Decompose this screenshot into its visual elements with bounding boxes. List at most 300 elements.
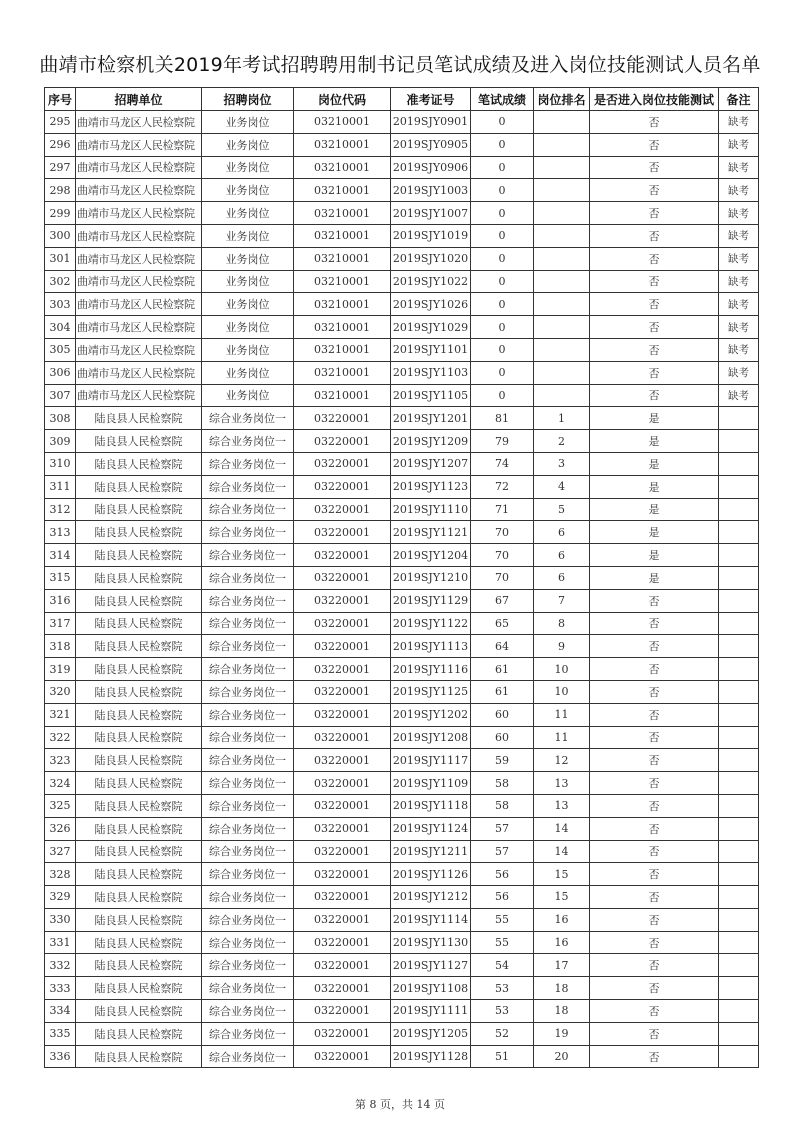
cell-post: 综合业务岗位一 — [202, 977, 294, 1000]
cell-post-code: 03210001 — [294, 202, 391, 225]
cell-score: 53 — [471, 1000, 534, 1023]
table-row — [45, 1022, 759, 1045]
cell-exam-id: 2019SJY1129 — [391, 589, 471, 612]
table-row — [45, 863, 759, 886]
header-score: 笔试成绩 — [471, 88, 534, 111]
cell-seq: 318 — [45, 635, 76, 658]
cell-post-code: 03220001 — [294, 1000, 391, 1023]
cell-score: 81 — [471, 407, 534, 430]
cell-post-code: 03220001 — [294, 680, 391, 703]
cell-seq: 298 — [45, 179, 76, 202]
cell-seq: 336 — [45, 1045, 76, 1068]
cell-post: 综合业务岗位一 — [202, 908, 294, 931]
cell-seq: 311 — [45, 475, 76, 498]
cell-score: 64 — [471, 635, 534, 658]
cell-qualified: 是 — [590, 407, 719, 430]
cell-exam-id: 2019SJY1114 — [391, 908, 471, 931]
cell-score: 65 — [471, 612, 534, 635]
cell-unit: 曲靖市马龙区人民检察院 — [76, 338, 202, 361]
cell-post-code: 03220001 — [294, 977, 391, 1000]
cell-rank: 13 — [534, 772, 590, 795]
cell-post: 综合业务岗位一 — [202, 566, 294, 589]
cell-score: 0 — [471, 293, 534, 316]
cell-post-code: 03220001 — [294, 840, 391, 863]
cell-post-code: 03210001 — [294, 247, 391, 270]
cell-post: 综合业务岗位一 — [202, 863, 294, 886]
cell-post-code: 03220001 — [294, 521, 391, 544]
cell-post: 综合业务岗位一 — [202, 1000, 294, 1023]
cell-unit: 曲靖市马龙区人民检察院 — [76, 179, 202, 202]
cell-rank: 14 — [534, 840, 590, 863]
table-row — [45, 794, 759, 817]
cell-seq: 317 — [45, 612, 76, 635]
cell-seq: 326 — [45, 817, 76, 840]
cell-unit: 陆良县人民检察院 — [76, 1000, 202, 1023]
cell-post: 业务岗位 — [202, 133, 294, 156]
cell-exam-id: 2019SJY0901 — [391, 111, 471, 134]
cell-unit: 陆良县人民检察院 — [76, 430, 202, 453]
table-row — [45, 954, 759, 977]
cell-post: 综合业务岗位一 — [202, 817, 294, 840]
cell-post: 综合业务岗位一 — [202, 407, 294, 430]
cell-post: 综合业务岗位一 — [202, 498, 294, 521]
cell-score: 0 — [471, 179, 534, 202]
cell-unit: 曲靖市马龙区人民检察院 — [76, 133, 202, 156]
cell-note — [719, 749, 759, 772]
cell-post: 业务岗位 — [202, 179, 294, 202]
cell-note — [719, 544, 759, 567]
cell-qualified: 是 — [590, 544, 719, 567]
cell-rank: 11 — [534, 726, 590, 749]
cell-exam-id: 2019SJY1210 — [391, 566, 471, 589]
cell-qualified: 否 — [590, 156, 719, 179]
cell-exam-id: 2019SJY1105 — [391, 384, 471, 407]
table-row — [45, 521, 759, 544]
cell-unit: 曲靖市马龙区人民检察院 — [76, 156, 202, 179]
cell-qualified: 否 — [590, 612, 719, 635]
cell-exam-id: 2019SJY1127 — [391, 954, 471, 977]
cell-seq: 332 — [45, 954, 76, 977]
cell-score: 71 — [471, 498, 534, 521]
cell-score: 70 — [471, 566, 534, 589]
cell-unit: 陆良县人民检察院 — [76, 635, 202, 658]
cell-qualified: 否 — [590, 111, 719, 134]
cell-note: 缺考 — [719, 293, 759, 316]
cell-post-code: 03220001 — [294, 703, 391, 726]
cell-post: 业务岗位 — [202, 111, 294, 134]
header-rank: 岗位排名 — [534, 88, 590, 111]
cell-exam-id: 2019SJY1209 — [391, 430, 471, 453]
cell-seq: 315 — [45, 566, 76, 589]
cell-post-code: 03210001 — [294, 384, 391, 407]
cell-exam-id: 2019SJY1113 — [391, 635, 471, 658]
cell-post-code: 03220001 — [294, 886, 391, 909]
cell-unit: 陆良县人民检察院 — [76, 772, 202, 795]
cell-unit: 陆良县人民检察院 — [76, 544, 202, 567]
cell-score: 0 — [471, 338, 534, 361]
cell-note: 缺考 — [719, 316, 759, 339]
cell-unit: 曲靖市马龙区人民检察院 — [76, 293, 202, 316]
cell-note — [719, 977, 759, 1000]
cell-post-code: 03210001 — [294, 316, 391, 339]
cell-post: 综合业务岗位一 — [202, 452, 294, 475]
cell-score: 51 — [471, 1045, 534, 1068]
cell-exam-id: 2019SJY1118 — [391, 794, 471, 817]
table-row — [45, 316, 759, 339]
table-row — [45, 338, 759, 361]
cell-post-code: 03220001 — [294, 544, 391, 567]
cell-unit: 陆良县人民检察院 — [76, 1045, 202, 1068]
cell-exam-id: 2019SJY1126 — [391, 863, 471, 886]
cell-post: 业务岗位 — [202, 156, 294, 179]
cell-post: 业务岗位 — [202, 384, 294, 407]
cell-post: 业务岗位 — [202, 361, 294, 384]
cell-post-code: 03220001 — [294, 1022, 391, 1045]
cell-unit: 陆良县人民检察院 — [76, 680, 202, 703]
page-footer: 第 8 页，共 14 页 — [355, 1098, 445, 1111]
cell-rank: 4 — [534, 475, 590, 498]
cell-seq: 333 — [45, 977, 76, 1000]
cell-note — [719, 954, 759, 977]
cell-rank — [534, 361, 590, 384]
cell-rank — [534, 247, 590, 270]
cell-exam-id: 2019SJY1117 — [391, 749, 471, 772]
cell-post: 业务岗位 — [202, 224, 294, 247]
cell-rank — [534, 224, 590, 247]
table-row — [45, 840, 759, 863]
results-table — [44, 87, 759, 1068]
cell-note: 缺考 — [719, 202, 759, 225]
cell-note: 缺考 — [719, 179, 759, 202]
cell-unit: 陆良县人民检察院 — [76, 977, 202, 1000]
header-seq: 序号 — [45, 88, 76, 111]
cell-score: 0 — [471, 361, 534, 384]
cell-post-code: 03210001 — [294, 156, 391, 179]
cell-qualified: 否 — [590, 726, 719, 749]
cell-score: 0 — [471, 202, 534, 225]
cell-rank: 6 — [534, 566, 590, 589]
cell-exam-id: 2019SJY1109 — [391, 772, 471, 795]
cell-post: 综合业务岗位一 — [202, 658, 294, 681]
cell-score: 0 — [471, 224, 534, 247]
cell-post: 业务岗位 — [202, 270, 294, 293]
cell-post-code: 03220001 — [294, 794, 391, 817]
cell-score: 57 — [471, 840, 534, 863]
cell-unit: 陆良县人民检察院 — [76, 703, 202, 726]
table-row — [45, 384, 759, 407]
cell-post: 综合业务岗位一 — [202, 1045, 294, 1068]
table-row — [45, 179, 759, 202]
table-row — [45, 111, 759, 134]
cell-post-code: 03210001 — [294, 338, 391, 361]
cell-seq: 328 — [45, 863, 76, 886]
cell-note — [719, 908, 759, 931]
cell-qualified: 否 — [590, 658, 719, 681]
cell-seq: 327 — [45, 840, 76, 863]
cell-unit: 陆良县人民检察院 — [76, 475, 202, 498]
cell-rank — [534, 338, 590, 361]
cell-post-code: 03210001 — [294, 270, 391, 293]
cell-post: 综合业务岗位一 — [202, 635, 294, 658]
cell-score: 55 — [471, 931, 534, 954]
cell-seq: 308 — [45, 407, 76, 430]
cell-seq: 297 — [45, 156, 76, 179]
cell-qualified: 否 — [590, 954, 719, 977]
cell-post-code: 03220001 — [294, 498, 391, 521]
cell-rank: 12 — [534, 749, 590, 772]
cell-score: 60 — [471, 703, 534, 726]
cell-seq: 323 — [45, 749, 76, 772]
cell-qualified: 否 — [590, 316, 719, 339]
cell-post: 综合业务岗位一 — [202, 430, 294, 453]
cell-exam-id: 2019SJY1122 — [391, 612, 471, 635]
cell-qualified: 否 — [590, 1000, 719, 1023]
cell-unit: 曲靖市马龙区人民检察院 — [76, 224, 202, 247]
cell-score: 72 — [471, 475, 534, 498]
table-row — [45, 202, 759, 225]
table-row — [45, 977, 759, 1000]
cell-exam-id: 2019SJY1026 — [391, 293, 471, 316]
cell-seq: 321 — [45, 703, 76, 726]
cell-exam-id: 2019SJY0905 — [391, 133, 471, 156]
cell-unit: 曲靖市马龙区人民检察院 — [76, 316, 202, 339]
cell-unit: 曲靖市马龙区人民检察院 — [76, 111, 202, 134]
cell-exam-id: 2019SJY1202 — [391, 703, 471, 726]
cell-unit: 陆良县人民检察院 — [76, 452, 202, 475]
cell-note: 缺考 — [719, 361, 759, 384]
cell-seq: 305 — [45, 338, 76, 361]
cell-seq: 325 — [45, 794, 76, 817]
cell-post-code: 03220001 — [294, 931, 391, 954]
cell-score: 70 — [471, 521, 534, 544]
header-post-code: 岗位代码 — [294, 88, 391, 111]
cell-seq: 309 — [45, 430, 76, 453]
cell-rank: 15 — [534, 886, 590, 909]
table-row — [45, 224, 759, 247]
cell-rank — [534, 133, 590, 156]
cell-note — [719, 931, 759, 954]
cell-rank — [534, 202, 590, 225]
cell-exam-id: 2019SJY1124 — [391, 817, 471, 840]
cell-seq: 310 — [45, 452, 76, 475]
cell-post-code: 03210001 — [294, 293, 391, 316]
cell-qualified: 否 — [590, 680, 719, 703]
cell-seq: 314 — [45, 544, 76, 567]
cell-post-code: 03210001 — [294, 224, 391, 247]
cell-exam-id: 2019SJY1003 — [391, 179, 471, 202]
cell-exam-id: 2019SJY1111 — [391, 1000, 471, 1023]
cell-post: 综合业务岗位一 — [202, 521, 294, 544]
cell-score: 0 — [471, 316, 534, 339]
cell-post-code: 03220001 — [294, 430, 391, 453]
cell-qualified: 是 — [590, 475, 719, 498]
cell-unit: 陆良县人民检察院 — [76, 1022, 202, 1045]
cell-exam-id: 2019SJY1201 — [391, 407, 471, 430]
cell-unit: 陆良县人民检察院 — [76, 863, 202, 886]
cell-post-code: 03220001 — [294, 772, 391, 795]
table-row — [45, 680, 759, 703]
cell-exam-id: 2019SJY1121 — [391, 521, 471, 544]
cell-note — [719, 886, 759, 909]
cell-unit: 陆良县人民检察院 — [76, 817, 202, 840]
cell-note — [719, 1022, 759, 1045]
cell-seq: 320 — [45, 680, 76, 703]
cell-post: 综合业务岗位一 — [202, 931, 294, 954]
header-qualified: 是否进入岗位技能测试 — [590, 88, 719, 111]
cell-score: 55 — [471, 908, 534, 931]
cell-exam-id: 2019SJY1101 — [391, 338, 471, 361]
cell-qualified: 否 — [590, 202, 719, 225]
cell-score: 0 — [471, 111, 534, 134]
cell-score: 67 — [471, 589, 534, 612]
cell-seq: 304 — [45, 316, 76, 339]
header-post: 招聘岗位 — [202, 88, 294, 111]
cell-post: 综合业务岗位一 — [202, 794, 294, 817]
cell-qualified: 否 — [590, 224, 719, 247]
cell-note — [719, 430, 759, 453]
cell-unit: 曲靖市马龙区人民检察院 — [76, 247, 202, 270]
cell-post-code: 03220001 — [294, 566, 391, 589]
cell-post: 综合业务岗位一 — [202, 840, 294, 863]
cell-rank — [534, 316, 590, 339]
cell-exam-id: 2019SJY1212 — [391, 886, 471, 909]
table-body — [45, 111, 759, 1068]
cell-post: 业务岗位 — [202, 338, 294, 361]
cell-exam-id: 2019SJY1130 — [391, 931, 471, 954]
cell-note — [719, 475, 759, 498]
cell-post-code: 03220001 — [294, 407, 391, 430]
cell-rank — [534, 156, 590, 179]
cell-qualified: 是 — [590, 452, 719, 475]
cell-unit: 陆良县人民检察院 — [76, 726, 202, 749]
cell-note — [719, 726, 759, 749]
cell-exam-id: 2019SJY1204 — [391, 544, 471, 567]
cell-rank: 10 — [534, 680, 590, 703]
cell-qualified: 否 — [590, 1045, 719, 1068]
cell-unit: 陆良县人民检察院 — [76, 566, 202, 589]
cell-note: 缺考 — [719, 270, 759, 293]
cell-rank: 16 — [534, 908, 590, 931]
cell-note — [719, 703, 759, 726]
cell-exam-id: 2019SJY1211 — [391, 840, 471, 863]
cell-rank — [534, 270, 590, 293]
cell-qualified: 是 — [590, 566, 719, 589]
cell-unit: 陆良县人民检察院 — [76, 954, 202, 977]
cell-note — [719, 1000, 759, 1023]
cell-unit: 陆良县人民检察院 — [76, 931, 202, 954]
cell-post-code: 03220001 — [294, 658, 391, 681]
cell-qualified: 否 — [590, 931, 719, 954]
cell-qualified: 否 — [590, 908, 719, 931]
cell-score: 74 — [471, 452, 534, 475]
cell-note — [719, 452, 759, 475]
cell-score: 61 — [471, 658, 534, 681]
cell-post-code: 03220001 — [294, 863, 391, 886]
table-row — [45, 407, 759, 430]
cell-note — [719, 407, 759, 430]
cell-note — [719, 658, 759, 681]
cell-seq: 322 — [45, 726, 76, 749]
cell-seq: 295 — [45, 111, 76, 134]
cell-score: 0 — [471, 247, 534, 270]
cell-qualified: 否 — [590, 794, 719, 817]
cell-unit: 曲靖市马龙区人民检察院 — [76, 384, 202, 407]
cell-rank: 10 — [534, 658, 590, 681]
cell-qualified: 否 — [590, 863, 719, 886]
cell-note: 缺考 — [719, 338, 759, 361]
cell-qualified: 否 — [590, 179, 719, 202]
cell-qualified: 否 — [590, 840, 719, 863]
cell-score: 58 — [471, 772, 534, 795]
cell-seq: 306 — [45, 361, 76, 384]
cell-note — [719, 635, 759, 658]
cell-rank — [534, 179, 590, 202]
table-row — [45, 1000, 759, 1023]
cell-exam-id: 2019SJY1125 — [391, 680, 471, 703]
cell-rank: 6 — [534, 544, 590, 567]
cell-post-code: 03220001 — [294, 589, 391, 612]
cell-post-code: 03220001 — [294, 726, 391, 749]
table-row — [45, 475, 759, 498]
cell-exam-id: 2019SJY1205 — [391, 1022, 471, 1045]
header-exam-id: 准考证号 — [391, 88, 471, 111]
cell-exam-id: 2019SJY1022 — [391, 270, 471, 293]
cell-rank: 14 — [534, 817, 590, 840]
cell-post: 综合业务岗位一 — [202, 772, 294, 795]
cell-exam-id: 2019SJY1208 — [391, 726, 471, 749]
cell-post-code: 03220001 — [294, 635, 391, 658]
cell-post-code: 03220001 — [294, 475, 391, 498]
cell-unit: 陆良县人民检察院 — [76, 658, 202, 681]
cell-score: 54 — [471, 954, 534, 977]
cell-rank: 13 — [534, 794, 590, 817]
cell-qualified: 否 — [590, 817, 719, 840]
cell-seq: 331 — [45, 931, 76, 954]
table-row — [45, 886, 759, 909]
cell-note: 缺考 — [719, 111, 759, 134]
cell-note — [719, 612, 759, 635]
cell-score: 58 — [471, 794, 534, 817]
cell-seq: 334 — [45, 1000, 76, 1023]
cell-qualified: 否 — [590, 589, 719, 612]
cell-exam-id: 2019SJY1207 — [391, 452, 471, 475]
table-row — [45, 270, 759, 293]
table-row — [45, 361, 759, 384]
cell-score: 53 — [471, 977, 534, 1000]
cell-rank: 20 — [534, 1045, 590, 1068]
cell-exam-id: 2019SJY1110 — [391, 498, 471, 521]
table-row — [45, 749, 759, 772]
cell-post-code: 03210001 — [294, 179, 391, 202]
cell-seq: 329 — [45, 886, 76, 909]
table-row — [45, 726, 759, 749]
cell-note — [719, 794, 759, 817]
cell-qualified: 否 — [590, 293, 719, 316]
cell-note — [719, 566, 759, 589]
cell-post: 业务岗位 — [202, 316, 294, 339]
cell-unit: 陆良县人民检察院 — [76, 498, 202, 521]
cell-post-code: 03220001 — [294, 908, 391, 931]
cell-exam-id: 2019SJY1108 — [391, 977, 471, 1000]
cell-post-code: 03210001 — [294, 361, 391, 384]
cell-post-code: 03220001 — [294, 749, 391, 772]
cell-unit: 陆良县人民检察院 — [76, 521, 202, 544]
table-row — [45, 498, 759, 521]
cell-qualified: 是 — [590, 521, 719, 544]
cell-seq: 303 — [45, 293, 76, 316]
table-row — [45, 247, 759, 270]
cell-post: 综合业务岗位一 — [202, 1022, 294, 1045]
